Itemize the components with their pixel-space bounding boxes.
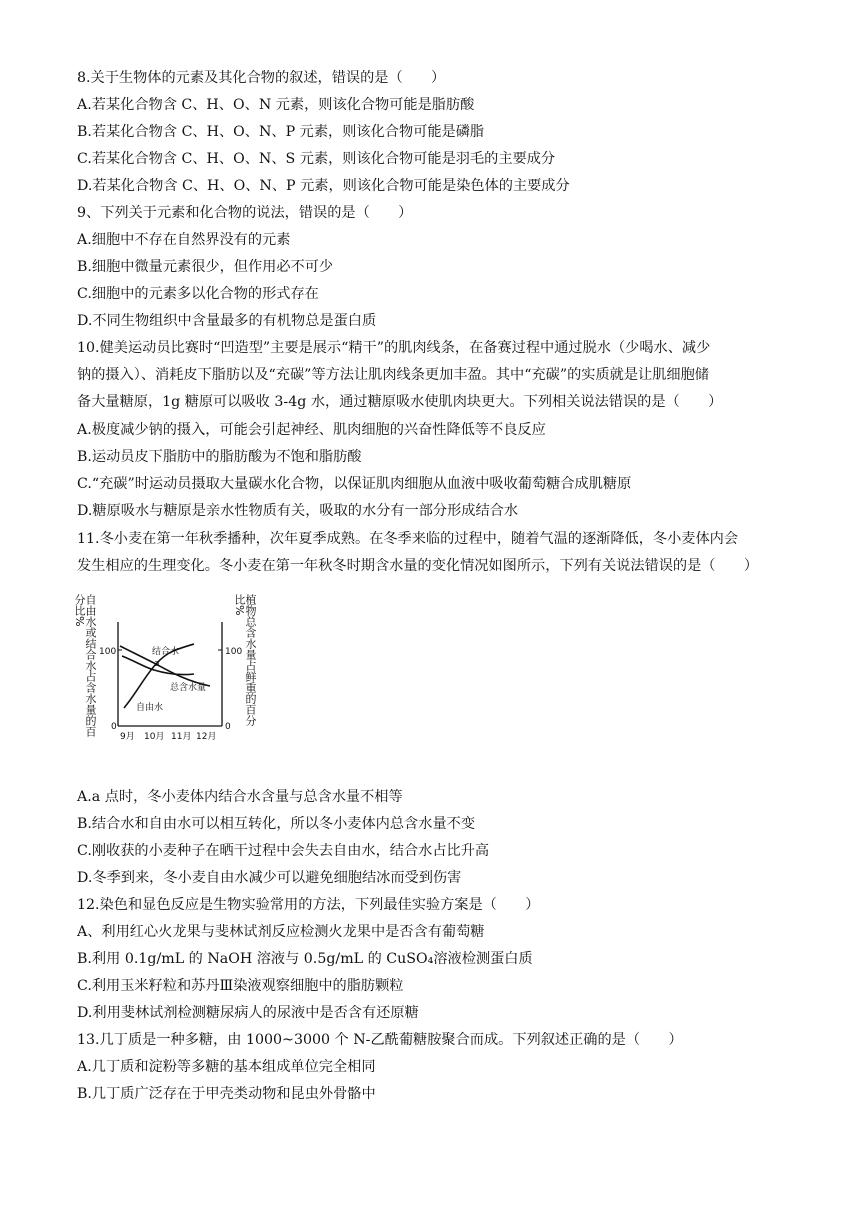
q10-option-c[interactable]: C.“充碳”时运动员摄取大量碳水化合物，以保证肌肉细胞从血液中吸收葡萄糖合成肌糖原 bbox=[77, 476, 632, 492]
right-axis-label: 植物总含水量占鲜重的百分比% bbox=[233, 594, 257, 726]
q8-option-a[interactable]: A.若某化合物含 C、H、O、N 元素，则该化合物可能是脂肪酸 bbox=[77, 97, 475, 113]
bound-water-label: 结合水 bbox=[152, 647, 180, 657]
q11-option-b[interactable]: B.结合水和自由水可以相互转化，所以冬小麦体内总含水量不变 bbox=[77, 816, 476, 832]
q8-option-b[interactable]: B.若某化合物含 C、H、O、N、P 元素，则该化合物可能是磷脂 bbox=[77, 124, 485, 140]
q11-stem-line1: 11.冬小麦在第一年秋季播种，次年夏季成熟。在冬季来临的过程中，随着气温的逐渐降低，冬小麦体内会 bbox=[77, 531, 739, 547]
q12-stem: 12.染色和显色反应是生物实验常用的方法，下列最佳实验方案是（ ） bbox=[77, 897, 540, 913]
q9-option-a[interactable]: A.细胞中不存在自然界没有的元素 bbox=[77, 232, 291, 248]
right-tick-zero-label: 0 bbox=[225, 722, 231, 732]
free-water-label: 自由水 bbox=[136, 703, 164, 713]
q10-stem-line2: 钠的摄入）、消耗皮下脂肪以及“充碳”等方法让肌肉线条更加丰盈。其中“充碳”的实质就是让肌细胞储 bbox=[77, 367, 709, 383]
total-water-label: 总含水量 bbox=[170, 683, 207, 693]
q13-stem: 13.几丁质是一种多糖，由 1000~3000 个 N-乙酰葡糖胺聚合而成。下列叙述正确的是（ ） bbox=[77, 1032, 683, 1048]
point-a-label: a bbox=[154, 659, 160, 669]
left-tick-top-label: 100 bbox=[99, 647, 117, 657]
right-tick-top-label: 100 bbox=[225, 647, 243, 657]
q10-option-b[interactable]: B.运动员皮下脂肪中的脂肪酸为不饱和脂肪酸 bbox=[77, 449, 362, 465]
q8-option-d[interactable]: D.若某化合物含 C、H、O、N、P 元素，则该化合物可能是染色体的主要成分 bbox=[77, 178, 570, 194]
water-content-figure bbox=[73, 592, 262, 754]
q11-stem-line2: 发生相应的生理变化。冬小麦在第一年秋冬时期含水量的变化情况如图所示，下列有关说法错误的是（ ） bbox=[77, 558, 759, 574]
q12-option-d[interactable]: D.利用斐林试剂检测糖尿病人的尿液中是否含有还原糖 bbox=[77, 1005, 419, 1021]
q10-stem-line1: 10.健美运动员比赛时“凹造型”主要是展示“精干”的肌肉线条，在备赛过程中通过脱水（少喝水、减少 bbox=[77, 340, 711, 356]
x-tick-dec: 12月 bbox=[196, 732, 217, 742]
q8-stem: 8.关于生物体的元素及其化合物的叙述，错误的是（ ） bbox=[77, 70, 446, 86]
q10-stem-line3: 备大量糖原，1g 糖原可以吸收 3-4g 水，通过糖原吸水使肌肉块更大。下列相关说法错误的是（ ） bbox=[77, 394, 723, 410]
q12-option-c[interactable]: C.利用玉米籽粒和苏丹Ⅲ染液观察细胞中的脂肪颗粒 bbox=[77, 978, 404, 994]
q12-option-a[interactable]: A、利用红心火龙果与斐林试剂反应检测火龙果中是否含有葡萄糖 bbox=[77, 924, 485, 940]
water-content-chart bbox=[73, 592, 262, 754]
q13-option-b[interactable]: B.几丁质广泛存在于甲壳类动物和昆虫外骨骼中 bbox=[77, 1086, 376, 1102]
q9-stem: 9、下列关于元素和化合物的说法，错误的是（ ） bbox=[77, 205, 413, 221]
left-axis-label: 自由水或结合水占含水量的百分比% bbox=[73, 594, 97, 737]
x-tick-oct: 10月 bbox=[144, 732, 165, 742]
q8-option-c[interactable]: C.若某化合物含 C、H、O、N、S 元素，则该化合物可能是羽毛的主要成分 bbox=[77, 151, 556, 167]
x-tick-sep: 9月 bbox=[120, 732, 135, 742]
q9-option-d[interactable]: D.不同生物组织中含量最多的有机物总是蛋白质 bbox=[77, 313, 377, 329]
q10-option-d[interactable]: D.糖原吸水与糖原是亲水性物质有关，吸取的水分有一部分形成结合水 bbox=[77, 503, 519, 519]
q10-option-a[interactable]: A.极度减少钠的摄入，可能会引起神经、肌肉细胞的兴奋性降低等不良反应 bbox=[77, 422, 546, 438]
q9-option-c[interactable]: C.细胞中的元素多以化合物的形式存在 bbox=[77, 286, 319, 302]
q13-option-a[interactable]: A.几丁质和淀粉等多糖的基本组成单位完全相同 bbox=[77, 1059, 376, 1075]
left-tick-zero-label: 0 bbox=[111, 722, 117, 732]
q12-option-b[interactable]: B.利用 0.1g/mL 的 NaOH 溶液与 0.5g/mL 的 CuSO₄溶液检测蛋白质 bbox=[77, 951, 533, 967]
q9-option-b[interactable]: B.细胞中微量元素很少，但作用必不可少 bbox=[77, 259, 334, 275]
q11-option-d[interactable]: D.冬季到来，冬小麦自由水减少可以避免细胞结冰而受到伤害 bbox=[77, 870, 462, 886]
x-tick-nov: 11月 bbox=[171, 732, 192, 742]
q11-option-c[interactable]: C.刚收获的小麦种子在晒干过程中会失去自由水，结合水占比升高 bbox=[77, 843, 490, 859]
q11-option-a[interactable]: A.a 点时，冬小麦体内结合水含量与总含水量不相等 bbox=[77, 789, 403, 805]
